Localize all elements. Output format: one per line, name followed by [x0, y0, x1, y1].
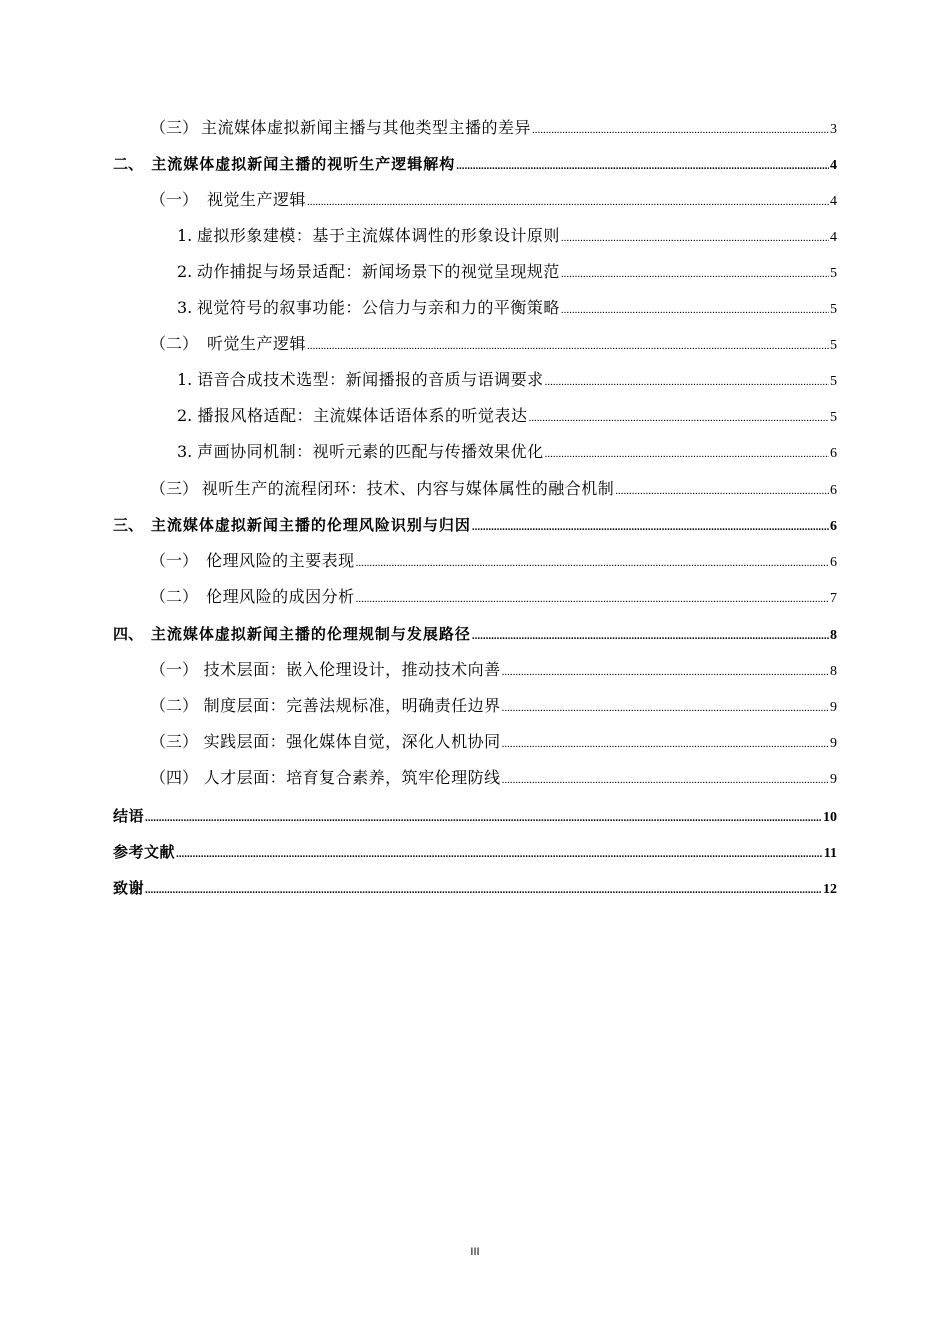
toc-entry-page: 5: [830, 302, 837, 317]
dot-leader: [456, 154, 829, 178]
toc-entry-number: （一）: [150, 551, 199, 570]
toc-entry-number: 2.: [177, 406, 193, 425]
toc-entry-title: 致谢: [113, 879, 145, 897]
toc-entry-page: 6: [830, 555, 837, 570]
toc-entry[interactable]: [150, 694, 837, 718]
toc-entry-title: 播报风格适配：主流媒体话语体系的听觉表达: [197, 406, 528, 425]
toc-entry-title: 参考文献: [113, 843, 176, 861]
dot-leader: [561, 262, 829, 286]
toc-entry-title: 人才层面：培育复合素养，筑牢伦理防线: [203, 768, 501, 787]
dot-leader: [145, 806, 822, 830]
dot-leader: [472, 515, 829, 539]
dot-leader: [502, 660, 829, 684]
toc-entry-title: 视听生产的流程闭环：技术、内容与媒体属性的融合机制: [201, 479, 615, 498]
toc-entry-number: 三、: [113, 516, 144, 534]
toc-entry[interactable]: [150, 116, 837, 140]
toc-entry[interactable]: [113, 513, 837, 537]
toc-entry-title: 技术层面：嵌入伦理设计，推动技术向善: [203, 660, 501, 679]
toc-entry-number: （三）: [150, 732, 199, 751]
toc-entry-references[interactable]: [113, 840, 837, 864]
toc-entry-number: 1.: [177, 226, 193, 245]
toc-entry-title: 实践层面：强化媒体自觉，深化人机协同: [203, 732, 501, 751]
toc-entry-title: 伦理风险的主要表现: [206, 551, 355, 570]
toc-entry-number: （一）: [150, 190, 199, 209]
toc-entry-page: 10: [823, 810, 837, 825]
toc-entry-page: 4: [830, 194, 837, 209]
toc-entry[interactable]: [150, 585, 837, 609]
toc-entry[interactable]: [150, 188, 837, 212]
toc-entry-page: 8: [830, 664, 837, 679]
toc-entry-page: 5: [830, 374, 837, 389]
dot-leader: [545, 442, 829, 466]
toc-entry-title: 主流媒体虚拟新闻主播与其他类型主播的差异: [200, 118, 531, 137]
dot-leader: [615, 479, 829, 503]
toc-entry[interactable]: [177, 296, 837, 320]
toc-entry-page: 6: [830, 446, 837, 461]
page-number-footer: III: [470, 1246, 480, 1258]
toc-entry-page: 9: [830, 700, 837, 715]
toc-entry-title: 主流媒体虚拟新闻主播的伦理规制与发展路径: [150, 625, 471, 643]
toc-entry-page: 4: [830, 158, 837, 173]
toc-entry-title: 主流媒体虚拟新闻主播的伦理风险识别与归因: [150, 516, 471, 534]
toc-entry-number: 1.: [177, 370, 193, 389]
toc-entry-title: 制度层面：完善法规标准，明确责任边界: [203, 696, 501, 715]
toc-entry[interactable]: [150, 730, 837, 754]
dot-leader: [561, 298, 829, 322]
toc-entry-title: 动作捕捉与场景适配：新闻场景下的视觉呈现规范: [196, 262, 560, 281]
toc-entry-page: 6: [830, 519, 837, 534]
dot-leader: [176, 842, 823, 866]
dot-leader: [307, 334, 829, 358]
toc-entry-page: 5: [830, 266, 837, 281]
toc-entry-page: 11: [823, 846, 837, 861]
toc-entry-number: （二）: [150, 696, 199, 715]
toc-entry-title: 视觉生产逻辑: [207, 190, 307, 209]
toc-entry[interactable]: [150, 332, 837, 356]
toc-entry-conclusion[interactable]: [113, 804, 837, 828]
toc-entry-title: 伦理风险的成因分析: [206, 587, 355, 606]
toc-entry-title: 结语: [113, 807, 145, 825]
dot-leader: [528, 406, 829, 430]
toc-entry-number: 四、: [113, 625, 144, 643]
toc-entry-title: 声画协同机制：视听元素的匹配与传播效果优化: [197, 442, 544, 461]
dot-leader: [472, 624, 829, 648]
toc-entry-number: 3.: [177, 298, 193, 317]
toc-entry-number: （一）: [150, 660, 199, 679]
toc-entry-page: 12: [823, 882, 837, 897]
toc-entry[interactable]: [177, 224, 837, 248]
toc-entry[interactable]: [150, 549, 837, 573]
toc-entry-number: 二、: [113, 155, 144, 173]
toc-entry[interactable]: [150, 477, 837, 501]
toc-entry[interactable]: [150, 766, 837, 790]
dot-leader: [502, 732, 829, 756]
dot-leader: [307, 190, 829, 214]
toc-entry-number: （二）: [150, 334, 199, 353]
toc-entry-title: 听觉生产逻辑: [207, 334, 307, 353]
toc-entry[interactable]: [177, 404, 837, 428]
toc-entry-page: 8: [830, 628, 837, 643]
toc-entry[interactable]: [113, 622, 837, 646]
toc-entry-page: 4: [830, 230, 837, 245]
toc-entry[interactable]: [177, 440, 837, 464]
toc-entry-page: 5: [830, 338, 837, 353]
toc-entry[interactable]: [150, 658, 837, 682]
dot-leader: [502, 696, 829, 720]
toc-entry-number: （二）: [150, 587, 199, 606]
toc-entry-page: 9: [830, 736, 837, 751]
toc-entry[interactable]: [177, 368, 837, 392]
toc-entry-title: 语音合成技术选型：新闻播报的音质与语调要求: [197, 370, 544, 389]
toc-entry-page: 9: [830, 772, 837, 787]
toc-entry-number: （三）: [150, 479, 199, 498]
dot-leader: [561, 226, 829, 250]
dot-leader: [502, 768, 829, 792]
toc-entry-page: 3: [830, 122, 837, 137]
dot-leader: [532, 118, 829, 142]
dot-leader: [145, 878, 822, 902]
toc-entry-title: 虚拟形象建模：基于主流媒体调性的形象设计原则: [196, 226, 560, 245]
toc-entry-number: （四）: [150, 768, 199, 787]
toc-entry[interactable]: [113, 152, 837, 176]
toc-entry[interactable]: [177, 260, 837, 284]
toc-entry-number: （三）: [150, 118, 199, 137]
toc-entry-page: 6: [830, 483, 837, 498]
dot-leader: [356, 551, 829, 575]
toc-entry-title: 主流媒体虚拟新闻主播的视听生产逻辑解构: [151, 155, 456, 173]
toc-entry-page: 5: [830, 410, 837, 425]
toc-entry-number: 2.: [177, 262, 193, 281]
toc-entry-number: 3.: [177, 442, 193, 461]
toc-entry-title: 视觉符号的叙事功能：公信力与亲和力的平衡策略: [196, 298, 560, 317]
dot-leader: [356, 587, 829, 611]
dot-leader: [545, 370, 829, 394]
toc-entry-page: 7: [830, 591, 837, 606]
toc-entry-acknowledgements[interactable]: [113, 876, 837, 900]
